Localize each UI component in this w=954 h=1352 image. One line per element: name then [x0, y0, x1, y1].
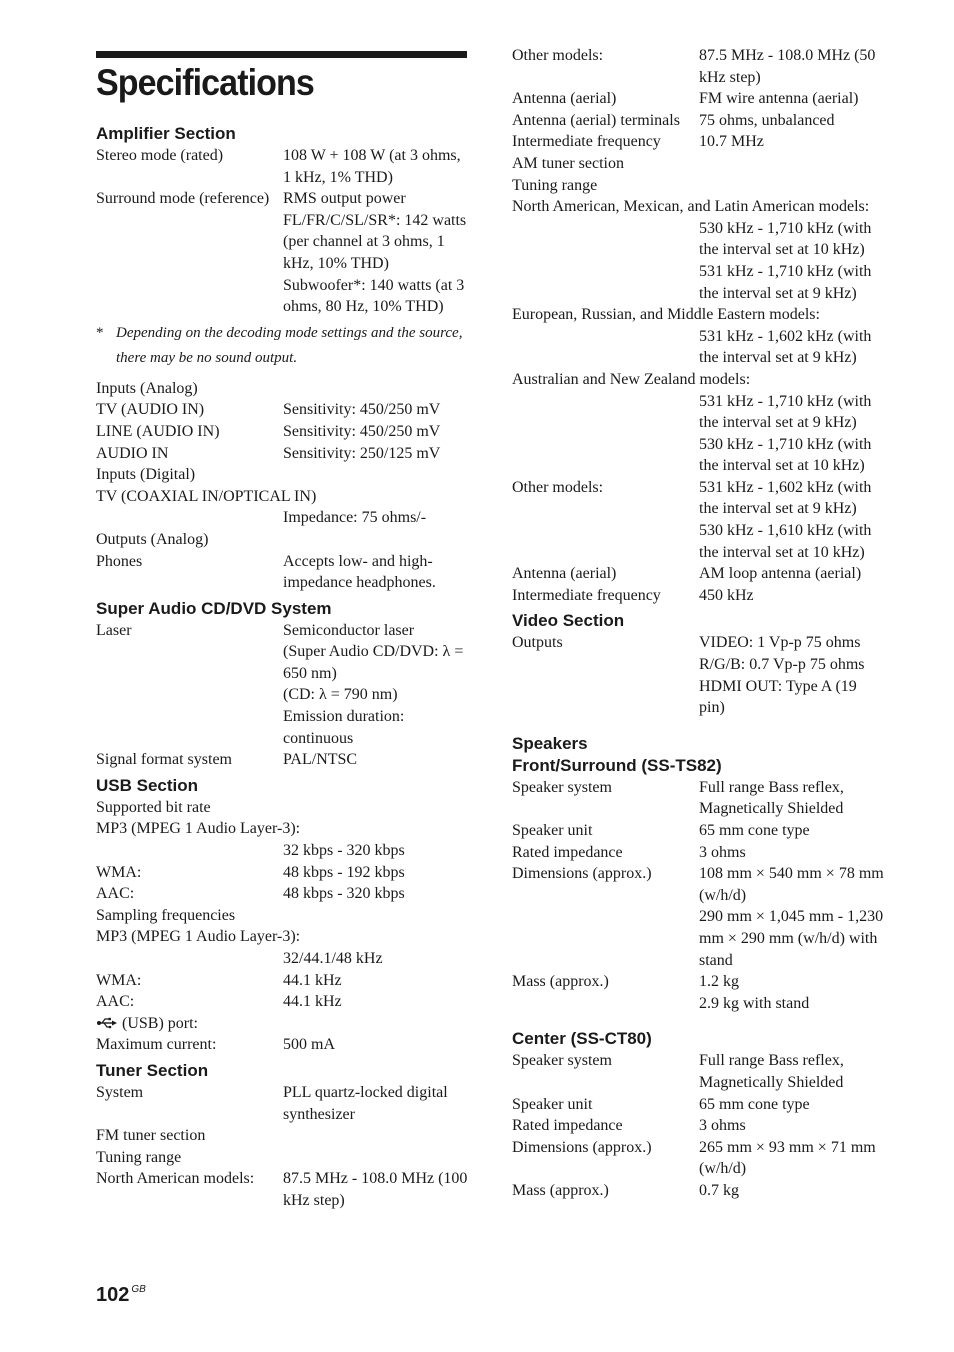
spec-label: MP3 (MPEG 1 Audio Layer-3):	[96, 928, 301, 946]
spec-label: Signal format system	[96, 751, 232, 769]
spec-subheading: Sampling frequencies	[96, 906, 236, 924]
spec-value	[699, 632, 885, 718]
spec-row	[96, 970, 472, 992]
spec-value	[512, 218, 888, 304]
spec-value-line: 530 kHz - 1,610 kHz (with the interval set at 10 kHz)	[699, 522, 872, 561]
spec-row	[512, 1137, 888, 1180]
spec-row	[512, 563, 888, 585]
spec-value	[512, 391, 888, 477]
spec-label: TV (AUDIO IN)	[96, 401, 205, 419]
page-number-value: 102	[96, 1284, 130, 1306]
spec-value-line: Subwoofer*: 140 watts (at 3 ohms, 80 Hz, 10% THD)	[283, 276, 465, 316]
spec-value	[283, 188, 469, 318]
spec-value: 10.7 MHz	[699, 133, 764, 151]
spec-value-line: 530 kHz - 1,710 kHz (with the interval set at 10 kHz)	[699, 435, 872, 475]
spec-value: 87.5 MHz - 108.0 MHz (50 kHz step)	[699, 47, 876, 86]
spec-row	[512, 777, 888, 820]
spec-label	[512, 196, 888, 218]
spec-label: WMA:	[96, 863, 142, 881]
spec-label: Phones	[96, 552, 143, 570]
spec-row	[512, 585, 888, 607]
spec-row	[96, 145, 472, 188]
spec-label: North American models:	[96, 1170, 255, 1188]
spec-label: Speaker unit	[512, 822, 593, 839]
spec-subheading: Inputs (Analog)	[96, 379, 198, 397]
spec-label: System	[96, 1083, 144, 1101]
spec-value: 65 mm cone type	[699, 822, 810, 839]
spec-label: Mass (approx.)	[512, 1181, 609, 1199]
spec-value: 265 mm × 93 mm × 71 mm (w/h/d)	[699, 1138, 876, 1178]
spec-value: 3 ohms	[699, 1117, 746, 1135]
spec-value: Full range Bass reflex, Magnetically Shielded	[699, 1052, 844, 1091]
spec-value-line: 1.2 kg	[699, 973, 739, 991]
spec-row	[512, 1050, 888, 1093]
spec-value: FM wire antenna (aerial)	[699, 90, 859, 108]
spec-value-line: (Super Audio CD/DVD: λ = 650 nm)	[283, 643, 464, 682]
spec-label: Dimensions (approx.)	[512, 1138, 652, 1156]
spec-value-line: Impedance: 75 ohms/-	[283, 509, 427, 527]
spec-label: Antenna (aerial) terminals	[512, 111, 680, 129]
spec-row	[512, 971, 888, 1014]
spec-label: Speaker system	[512, 1052, 612, 1070]
spec-label: Antenna (aerial)	[512, 565, 617, 583]
spec-value-line: (CD: λ = 790 nm)	[283, 686, 398, 704]
spec-value-line: Emission duration: continuous	[283, 708, 405, 747]
spec-value: 65 mm cone type	[699, 1095, 810, 1113]
spec-value: 108 W + 108 W (at 3 ohms, 1 kHz, 1% THD)	[283, 147, 461, 186]
spec-label: AUDIO IN	[96, 444, 169, 462]
spec-label: WMA:	[96, 971, 142, 989]
spec-row	[512, 88, 888, 110]
spec-value	[512, 326, 888, 369]
spec-row	[96, 1082, 472, 1125]
spec-value: 0.7 kg	[699, 1181, 739, 1199]
spec-label: Other models:	[512, 478, 604, 496]
spec-row	[512, 477, 888, 563]
spec-value: 44.1 kHz	[283, 993, 342, 1011]
page-number-suffix: GB	[131, 1284, 146, 1295]
spec-label: AAC:	[96, 993, 135, 1011]
spec-value: 450 kHz	[699, 586, 754, 604]
spec-value-line: FL/FR/C/SL/SR*: 142 watts (per channel at 3 ohms, 1 kHz, 10% THD)	[283, 211, 467, 272]
spec-value: PAL/NTSC	[283, 751, 358, 769]
spec-row	[96, 188, 472, 318]
speakers-heading: Speakers	[512, 733, 588, 753]
video-heading: Video Section	[512, 611, 625, 631]
spec-value: Accepts low- and high-impedance headphones.	[283, 552, 436, 592]
footnote-text: Depending on the decoding mode settings and the source, there may be no sound output.	[116, 324, 463, 366]
spec-label: Mass (approx.)	[512, 973, 609, 991]
spec-value-line: 531 kHz - 1,710 kHz (with the interval set at 9 kHz)	[699, 392, 872, 432]
spec-label: Surround mode (reference)	[96, 190, 270, 208]
sacd-heading: Super Audio CD/DVD System	[96, 598, 332, 618]
spec-row	[512, 863, 888, 971]
spec-label: Intermediate frequency	[512, 133, 661, 151]
spec-row	[96, 421, 472, 443]
spec-label: TV (COAXIAL IN/OPTICAL IN)	[96, 487, 317, 505]
spec-row	[96, 1168, 472, 1211]
spec-label: AAC:	[96, 885, 135, 903]
amplifier-heading: Amplifier Section	[96, 124, 236, 143]
spec-value: Sensitivity: 250/125 mV	[283, 444, 441, 462]
spec-value-line: 531 kHz - 1,602 kHz (with the interval set at 9 kHz)	[699, 478, 872, 518]
footnote-marker: *	[96, 324, 104, 341]
spec-value: Sensitivity: 450/250 mV	[283, 401, 441, 419]
spec-subheading: Tuning range	[96, 1148, 182, 1166]
spec-row	[512, 820, 888, 842]
spec-value	[96, 507, 472, 529]
spec-value: 48 kbps - 192 kbps	[283, 863, 405, 881]
spec-label: Stereo mode (rated)	[96, 147, 224, 164]
spec-row	[96, 749, 472, 771]
spec-value: 48 kbps - 320 kbps	[283, 885, 405, 903]
spec-value-line: R/G/B: 0.7 Vp-p 75 ohms	[699, 656, 865, 674]
spec-value-line: 531 kHz - 1,602 kHz (with the interval set at 9 kHz)	[699, 327, 872, 367]
spec-subheading: AM tuner section	[512, 154, 624, 172]
spec-value-line: 530 kHz - 1,710 kHz (with the interval set at 10 kHz)	[699, 219, 872, 259]
spec-label: Rated impedance	[512, 1117, 623, 1135]
usb-icon	[96, 1017, 118, 1029]
spec-label: Other models:	[512, 47, 604, 64]
spec-row	[96, 991, 472, 1013]
spec-label: LINE (AUDIO IN)	[96, 422, 220, 440]
spec-value: 87.5 MHz - 108.0 MHz (100 kHz step)	[283, 1170, 468, 1209]
spec-row	[96, 883, 472, 905]
spec-value-line: VIDEO: 1 Vp-p 75 ohms	[699, 634, 861, 652]
right-column	[512, 45, 888, 1202]
spec-label: (USB) port:	[122, 1014, 198, 1032]
spec-label: Laser	[96, 621, 132, 639]
spec-value	[283, 620, 469, 750]
spec-label: MP3 (MPEG 1 Audio Layer-3):	[96, 820, 301, 838]
spec-label: European, Russian, and Middle Eastern models:	[512, 306, 820, 324]
spec-value-line: 2.9 kg with stand	[699, 994, 810, 1012]
spec-value	[699, 971, 885, 1014]
spec-value: 44.1 kHz	[283, 971, 342, 989]
spec-row	[96, 443, 472, 465]
spec-value	[699, 863, 885, 971]
title-rule	[96, 51, 467, 58]
spec-value	[699, 477, 885, 563]
spec-row	[512, 632, 888, 718]
spec-label: Intermediate frequency	[512, 586, 661, 604]
spec-row	[512, 1115, 888, 1137]
spec-row	[512, 110, 888, 132]
spec-value: 3 ohms	[699, 843, 746, 861]
spec-label: Outputs	[512, 634, 563, 652]
spec-row	[96, 399, 472, 421]
usb-heading: USB Section	[96, 775, 199, 795]
spec-row	[96, 551, 472, 594]
spec-value-line: 32/44.1/48 kHz	[283, 950, 383, 967]
spec-value: 75 ohms, unbalanced	[699, 111, 835, 129]
spec-label: Dimensions (approx.)	[512, 865, 652, 883]
page-title: Specifications	[96, 62, 314, 103]
spec-label: Maximum current:	[96, 1036, 217, 1054]
page-number	[96, 1284, 146, 1307]
left-column	[96, 123, 472, 1212]
spec-row	[96, 862, 472, 884]
spec-subheading: Supported bit rate	[96, 798, 211, 816]
spec-label: Speaker system	[512, 778, 612, 796]
spec-value-line: 108 mm × 540 mm × 78 mm (w/h/d)	[699, 865, 884, 904]
spec-label: Australian and New Zealand models:	[512, 370, 751, 388]
spec-value: AM loop antenna (aerial)	[699, 565, 862, 583]
tuner-heading: Tuner Section	[96, 1060, 209, 1080]
spec-row	[512, 842, 888, 864]
spec-value-line: 32 kbps - 320 kbps	[283, 842, 405, 860]
spec-value: Full range Bass reflex, Magnetically Shielded	[699, 778, 844, 818]
spec-value-line: RMS output power	[283, 190, 406, 208]
spec-row	[512, 1094, 888, 1116]
spec-value	[96, 840, 472, 862]
spec-label: Speaker unit	[512, 1095, 593, 1113]
spec-row	[96, 620, 472, 750]
spec-value: PLL quartz-locked digital synthesizer	[283, 1083, 448, 1123]
spec-row	[512, 45, 888, 88]
spec-subheading: Outputs (Analog)	[96, 530, 209, 548]
spec-row	[96, 1034, 472, 1056]
spec-subheading: Tuning range	[512, 176, 598, 194]
spec-subheading: FM tuner section	[96, 1127, 206, 1145]
spec-value-line: Semiconductor laser	[283, 621, 415, 639]
spec-row	[512, 131, 888, 153]
spec-value-line: 531 kHz - 1,710 kHz (with the interval set at 9 kHz)	[699, 262, 872, 302]
front-surround-heading: Front/Surround (SS-TS82)	[512, 755, 722, 775]
spec-value: 500 mA	[283, 1036, 335, 1054]
spec-label-text: North American, Mexican, and Latin American models:	[512, 198, 870, 216]
spec-row	[512, 1180, 888, 1202]
spec-value	[96, 948, 472, 970]
usb-port-label	[96, 1013, 472, 1035]
spec-label: Rated impedance	[512, 843, 623, 861]
footnote	[96, 321, 472, 371]
spec-subheading: Inputs (Digital)	[96, 466, 196, 484]
spec-label: Antenna (aerial)	[512, 90, 617, 108]
spec-value: Sensitivity: 450/250 mV	[283, 422, 441, 440]
spec-value-line: HDMI OUT: Type A (19 pin)	[699, 677, 857, 717]
spec-value-line: 290 mm × 1,045 mm - 1,230 mm × 290 mm (w/h/d) with stand	[699, 908, 884, 969]
center-speaker-heading: Center (SS-CT80)	[512, 1029, 652, 1049]
